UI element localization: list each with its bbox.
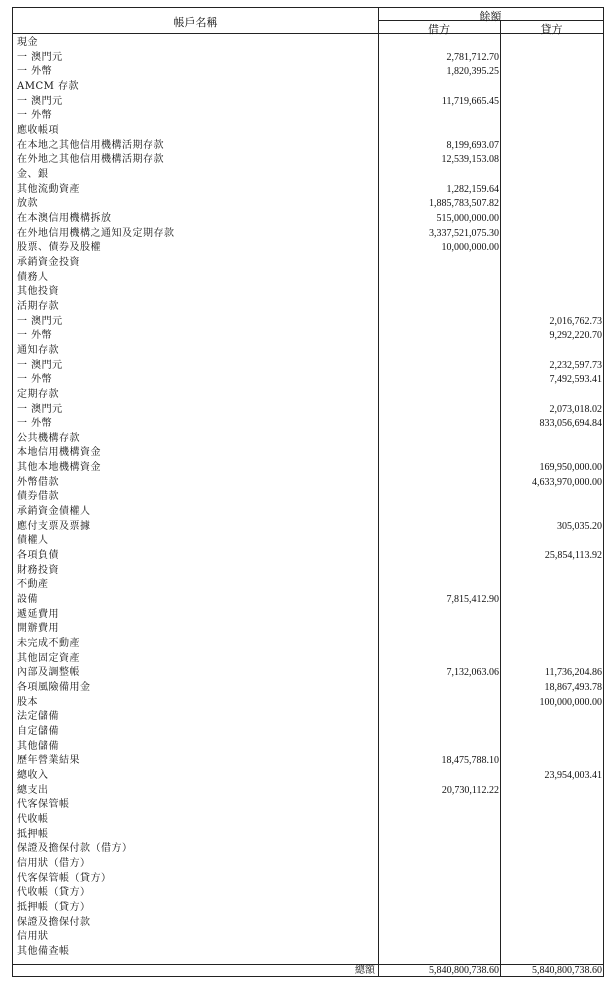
- credit-value: 169,950,000.00: [539, 462, 602, 474]
- credit-value: 305,035.20: [557, 520, 602, 532]
- table-row: [13, 213, 603, 225]
- total-debit: 5,840,800,738.60: [429, 965, 499, 976]
- debit-value: 3,337,521,075.30: [429, 227, 499, 239]
- account-name: 保證及擔保付款: [17, 916, 91, 928]
- account-name: 信用狀（借方）: [17, 857, 91, 869]
- table-row: [13, 169, 603, 181]
- credit-value: 9,292,220.70: [549, 330, 602, 342]
- table-row: [13, 638, 603, 650]
- table-row: [13, 623, 603, 635]
- account-name: 承銷資金債權人: [17, 506, 91, 518]
- account-name: 活期存款: [17, 300, 59, 312]
- account-name: 一 澳門元: [17, 403, 63, 415]
- table-row: [13, 81, 603, 93]
- table-row: [13, 404, 603, 416]
- credit-value: 7,492,593.41: [549, 374, 602, 386]
- account-name: 法定儲備: [17, 711, 59, 723]
- account-name: 代客保管帳（貸方）: [17, 872, 112, 884]
- table-row: [13, 711, 603, 723]
- table-row: [13, 374, 603, 386]
- table-row: [13, 462, 603, 474]
- account-name: 內部及調整帳: [17, 667, 80, 679]
- account-name: 未完成不動產: [17, 638, 80, 650]
- account-name: 股票、債券及股權: [17, 242, 101, 254]
- account-name: 外幣借款: [17, 476, 59, 488]
- table-row: [13, 110, 603, 122]
- table-row: [13, 931, 603, 943]
- account-name: 代收帳: [17, 813, 49, 825]
- account-name: 債券借款: [17, 491, 59, 503]
- account-name: 金、銀: [17, 168, 49, 180]
- table-row: [13, 272, 603, 284]
- account-name: 各項負債: [17, 550, 59, 562]
- table-row: [13, 814, 603, 826]
- table-row: [13, 873, 603, 885]
- account-name: 財務投資: [17, 564, 59, 576]
- debit-value: 20,730,112.22: [441, 784, 499, 796]
- credit-value: 2,073,018.02: [549, 403, 602, 415]
- table-row: [13, 360, 603, 372]
- account-name: 在外地信用機構之通知及定期存款: [17, 227, 175, 239]
- table-row: [13, 125, 603, 137]
- account-name: 遞延費用: [17, 608, 59, 620]
- table-row: [13, 609, 603, 621]
- total-label: 總額: [355, 965, 375, 976]
- table-row: [13, 389, 603, 401]
- account-name: 設備: [17, 594, 38, 606]
- table-row: [13, 345, 603, 357]
- table-row: [13, 316, 603, 328]
- account-name: 定期存款: [17, 388, 59, 400]
- account-name: 承銷資金投資: [17, 256, 80, 268]
- account-name: 在本地之其他信用機構活期存款: [17, 139, 164, 151]
- account-name: 各項風險備用金: [17, 682, 91, 694]
- account-name: 通知存款: [17, 344, 59, 356]
- account-name: 保證及擔保付款（借方）: [17, 843, 133, 855]
- table-row: [13, 257, 603, 269]
- debit-value: 12,539,153.08: [441, 154, 499, 166]
- table-row: [13, 535, 603, 547]
- table-row: [13, 755, 603, 767]
- credit-value: 2,232,597.73: [549, 359, 602, 371]
- account-name: 一 外幣: [17, 66, 53, 78]
- header-account-name: 帳戶名稱: [173, 16, 218, 29]
- table-row: [13, 770, 603, 782]
- debit-value: 18,475,788.10: [441, 755, 499, 767]
- account-name: 本地信用機構資金: [17, 447, 101, 459]
- debit-value: 515,000,000.00: [436, 212, 499, 224]
- account-name: AMCM 存款: [17, 80, 80, 92]
- account-name: 總收入: [17, 770, 49, 781]
- table-row: [13, 799, 603, 811]
- credit-value: 100,000,000.00: [539, 696, 602, 708]
- table-row: [13, 579, 603, 591]
- account-name: 股本: [17, 696, 38, 708]
- table-row: [13, 887, 603, 899]
- table-row: [13, 565, 603, 577]
- table-row: [13, 184, 603, 196]
- debit-value: 7,132,063.06: [446, 667, 499, 679]
- account-name: 在外地之其他信用機構活期存款: [17, 154, 164, 166]
- header-balance: 餘額: [479, 10, 502, 23]
- table-row: [13, 228, 603, 240]
- credit-value: 4,633,970,000.00: [532, 476, 602, 488]
- account-name: 其他固定資產: [17, 652, 80, 664]
- table-row: [13, 301, 603, 313]
- table-row: [13, 829, 603, 841]
- credit-value: 23,954,003.41: [544, 770, 602, 781]
- table-row: [13, 550, 603, 562]
- table-row: [13, 433, 603, 445]
- table-row: [13, 418, 603, 430]
- credit-value: 11,736,204.86: [544, 667, 602, 679]
- account-name: 一 澳門元: [17, 359, 63, 371]
- account-name: 一 外幣: [17, 418, 53, 430]
- account-name: 一 澳門元: [17, 51, 63, 63]
- account-name: 其他流動資產: [17, 183, 80, 195]
- account-name: 其他備查帳: [17, 945, 70, 957]
- account-name: 代收帳（貸方）: [17, 887, 91, 899]
- debit-value: 11,719,665.45: [441, 95, 499, 107]
- table-row: [13, 946, 603, 958]
- total-row: [13, 965, 603, 977]
- credit-value: 18,867,493.78: [544, 682, 602, 694]
- table-row: [13, 785, 603, 797]
- table-row: [13, 447, 603, 459]
- table-row: [13, 902, 603, 914]
- account-name: 放款: [17, 198, 38, 210]
- account-name: 債務人: [17, 271, 49, 283]
- table-row: [13, 96, 603, 108]
- debit-value: 10,000,000.00: [441, 242, 499, 254]
- table-row: [13, 521, 603, 533]
- table-row: [13, 140, 603, 152]
- account-name: 現金: [17, 37, 38, 48]
- account-name: 其他儲備: [17, 740, 59, 752]
- account-name: 抵押帳: [17, 828, 49, 840]
- table-row: [13, 242, 603, 254]
- account-name: 在本澳信用機構拆放: [17, 212, 112, 224]
- table-row: [13, 697, 603, 709]
- total-credit: 5,840,800,738.60: [532, 965, 602, 976]
- table-row: [13, 653, 603, 665]
- debit-value: 8,199,693.07: [446, 139, 499, 151]
- credit-value: 2,016,762.73: [549, 315, 602, 327]
- table-row: [13, 154, 603, 166]
- table-row: [13, 726, 603, 738]
- table-row: [13, 594, 603, 606]
- debit-value: 1,282,159.64: [446, 183, 499, 195]
- account-name: 不動產: [17, 579, 49, 591]
- table-row: [13, 506, 603, 518]
- table-row: [13, 330, 603, 342]
- table-row: [13, 286, 603, 298]
- header-debit: 借方: [428, 23, 450, 36]
- table-row: [13, 477, 603, 489]
- table-row: [13, 491, 603, 503]
- debit-value: 7,815,412.90: [446, 594, 499, 606]
- account-name: 自定儲備: [17, 726, 59, 738]
- account-name: 其他投資: [17, 286, 59, 298]
- header-credit: 貸方: [540, 23, 563, 36]
- table-row: [13, 741, 603, 753]
- table-row: [13, 66, 603, 78]
- debit-value: 1,820,395.25: [446, 66, 499, 78]
- debit-value: 1,885,783,507.82: [429, 198, 499, 210]
- debit-value: 2,781,712.70: [446, 51, 499, 63]
- account-name: 代客保管帳: [17, 799, 70, 811]
- table-row: [13, 52, 603, 64]
- account-name: 應付支票及票據: [17, 520, 91, 532]
- table-row: [13, 37, 603, 49]
- account-name: 信用狀: [17, 931, 49, 943]
- account-name: 一 澳門元: [17, 95, 63, 107]
- table-row: [13, 917, 603, 929]
- table-row: [13, 858, 603, 870]
- account-name: 開辦費用: [17, 623, 59, 635]
- credit-value: 25,854,113.92: [544, 550, 602, 562]
- account-name: 應收帳項: [17, 124, 59, 136]
- table-row: [13, 198, 603, 210]
- account-name: 一 外幣: [17, 110, 53, 122]
- table-row: [13, 667, 603, 679]
- account-name: 一 澳門元: [17, 315, 63, 327]
- account-name: 總支出: [17, 784, 49, 796]
- account-name: 抵押帳（貸方）: [17, 901, 91, 913]
- table-row: [13, 843, 603, 855]
- account-name: 一 外幣: [17, 330, 53, 342]
- trial-balance-table: [12, 7, 604, 977]
- account-name: 其他本地機構資金: [17, 462, 101, 474]
- account-name: 歷年營業結果: [17, 755, 80, 767]
- account-name: 公共機構存款: [17, 432, 80, 444]
- table-row: [13, 682, 603, 694]
- account-name: 債權人: [17, 535, 49, 547]
- credit-value: 833,056,694.84: [539, 418, 602, 430]
- account-name: 一 外幣: [17, 374, 53, 386]
